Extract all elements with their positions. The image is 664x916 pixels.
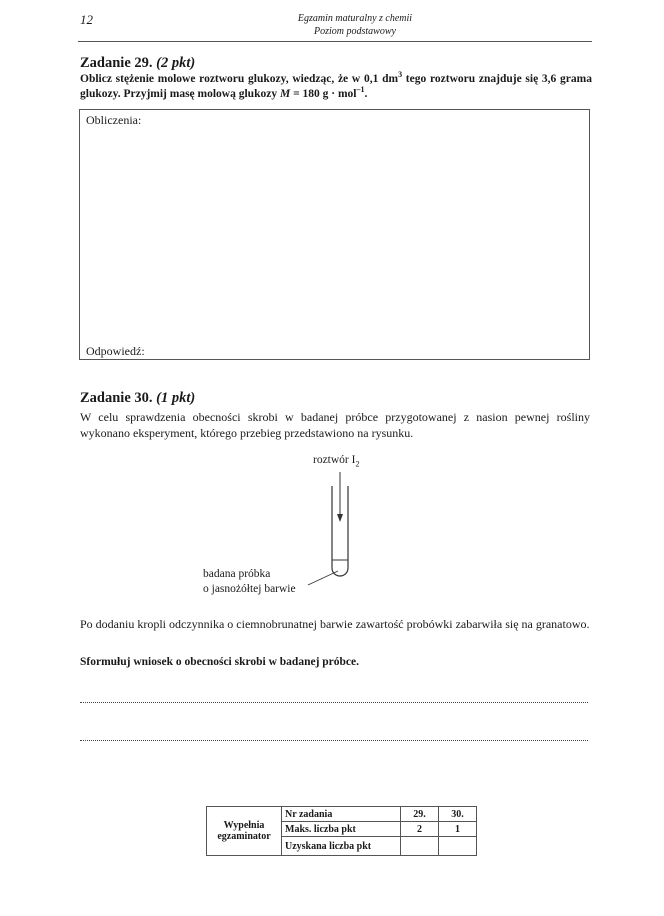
- reagent-label-text: roztwór I: [313, 454, 356, 466]
- cell-score-task30[interactable]: [439, 837, 477, 856]
- task29-instruction-end: .: [364, 88, 368, 100]
- answer-label: Odpowiedź:: [86, 344, 145, 358]
- examiner-label: [207, 807, 282, 856]
- calculation-label: Obliczenia:: [86, 113, 142, 127]
- examiner-table: [206, 806, 477, 856]
- task29-instruction-part1: Oblicz stężenie molowe roztworu glukozy, wiedząc, że w 0,1 dm: [80, 73, 399, 85]
- task30-heading: Zadanie 30.: [80, 390, 153, 406]
- examiner-label-line2: egzaminator: [217, 831, 271, 842]
- row-label: Nr zadania: [282, 807, 401, 822]
- reagent-label-sub: 2: [355, 459, 360, 469]
- calculation-box[interactable]: [79, 109, 590, 360]
- examiner-label-line1: Wypełnia: [223, 820, 265, 831]
- task30-heading-block: [80, 390, 195, 407]
- row-label: Maks. liczba pkt: [282, 822, 401, 837]
- task29-instruction-part3: = 180 g · mol: [290, 88, 357, 100]
- sample-label-line1: badana próbka: [203, 568, 271, 580]
- cell-score-task29[interactable]: [401, 837, 439, 856]
- sample-label-line2: o jasnożółtej barwie: [203, 583, 296, 595]
- answer-line-1[interactable]: [80, 702, 588, 703]
- answer-line-2[interactable]: [80, 740, 588, 741]
- task29-instruction-sup1: 3: [398, 70, 403, 80]
- task29-heading-block: [80, 55, 195, 72]
- arrow-head: [337, 514, 343, 522]
- task29-points: (2 pkt): [156, 55, 196, 71]
- task30-intro: W celu sprawdzenia obecności skrobi w badanej próbce przygotowanej z nasion pewnej rośliny wykonano eksperyment, którego przebieg przedstawiono na rysunku.: [80, 410, 590, 440]
- page-number: 12: [80, 12, 93, 27]
- task30-points: (1 pkt): [156, 390, 196, 406]
- header-rule: [78, 41, 592, 42]
- task29-instruction-part2: tego roztworu znajduje się 3,6 grama glukozy. Przyjmij masę molową glukozy: [80, 73, 592, 100]
- header-title-line2: Poziom podstawowy: [314, 26, 396, 37]
- task29-instruction-M: M: [279, 88, 291, 100]
- table-row: [207, 807, 477, 822]
- header-title: [230, 12, 480, 38]
- cell-max-task30: 1: [439, 822, 477, 837]
- task29-heading: Zadanie 29.: [80, 55, 153, 71]
- task29-instruction: [80, 72, 592, 102]
- cell-task30: 30.: [439, 807, 477, 822]
- row-label: Uzyskana liczba pkt: [282, 837, 401, 856]
- task30-instruction: Sformułuj wniosek o obecności skrobi w badanej próbce.: [80, 656, 360, 668]
- task30-observation: Po dodaniu kropli odczynnika o ciemnobrunatnej barwie zawartość probówki zabarwiła się na granatowo.: [80, 617, 590, 631]
- task29-instruction-sup2: –1: [356, 85, 365, 95]
- experiment-figure: [200, 450, 400, 600]
- sample-leader-line: [308, 571, 338, 585]
- cell-task29: 29.: [401, 807, 439, 822]
- cell-max-task29: 2: [401, 822, 439, 837]
- header-title-line1: Egzamin maturalny z chemii: [297, 13, 413, 24]
